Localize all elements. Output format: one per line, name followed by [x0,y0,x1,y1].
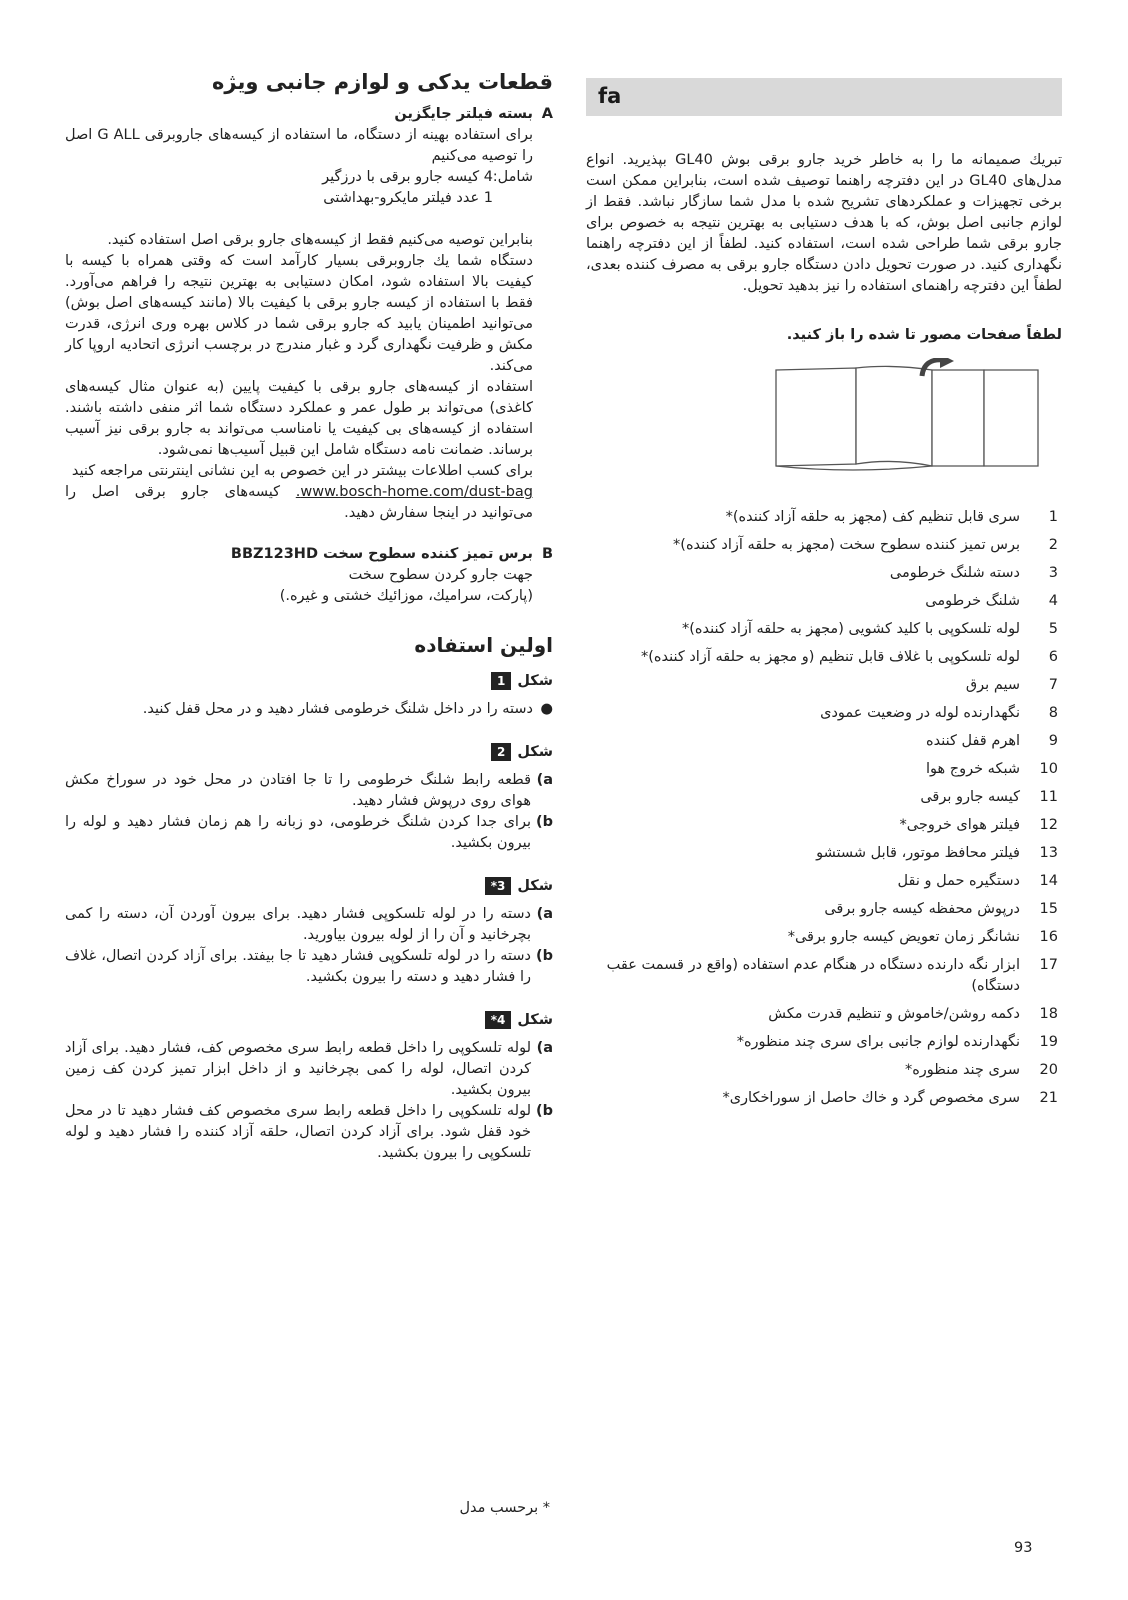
section-a-paragraph: برای كسب اطلاعات بيشتر در اين خصوص به اين نشانى اينترنتى مراجعه كنيد [71,463,533,479]
list-item: 10 شبكه خروج هوا [925,761,1058,777]
list-item: 4 شلنگ خرطومى [925,593,1058,609]
section-title-spare-parts: قطعات يدكى و لوازم جانبى ويژه [212,70,553,94]
figure-number-badge: 1 [491,672,511,690]
foldout-pages-icon [772,358,1042,473]
instruction-step: b) لوله تلسكوپى را داخل قطعه رابط سری مخصوص كف فشار دهيد تا در محل خود قفل شود. برای آزاد كردن اتصال، حلقه آزاد كننده را فشار دهيد و لوله تلسكوپى را بيرون بكشيد. [65,1103,553,1161]
section-b: Bبرس تميز كننده سطوح سخت BBZ123HD جهت جارو كردن سطوح سخت (پاركت، سراميك، موزائيك خشتى و غيره.) [230,546,553,604]
list-item: 6 لوله تلسكوپى با غلاف قابل تنظيم (و مجهز به حلقه آزاد كننده)* [640,649,1058,665]
model-footnote: * برحسب مدل [459,1500,550,1516]
section-a-title: بسته فيلتر جايگزين [394,106,533,122]
list-item: 21 سرى مخصوص گرد و خاك حاصل از سوراخكاری* [722,1090,1058,1106]
section-title-first-use: اولين استفاده [414,633,553,657]
figure-number-badge: 3* [485,877,512,895]
foldout-pages-illustration [586,358,1042,477]
contents-item: 4 كيسه جارو برقى با درزگير [322,169,493,185]
instruction-step: b) برای جدا كردن شلنگ خرطومى، دو زبانه را هم زمان فشار دهيد و لوله را بيرون بكشيد. [65,814,553,851]
list-item: 2 برس تميز كننده سطوح سخت (مجهز به حلقه آزاد كننده)* [673,537,1058,553]
list-item: 19 نگهدارنده لوازم جانبى برای سرى چند منظوره* [736,1034,1058,1050]
list-item: 13 فيلتر محافظ موتور، قابل شستشو [816,845,1058,861]
page-number: 93 [1014,1540,1033,1556]
section-letter: B [541,546,553,562]
list-item: 11 كيسه جارو برقى [920,789,1058,805]
section-a-paragraph: www.bosch-home.com/dust-bag. كيسه‌های جارو برقى اصل را مى‌توانيد در اينجا سفارش دهيد. [65,484,533,521]
section-a-paragraph: دستگاه شما يك جاروبرقى بسيار كارآمد است كه وقتى همراه با كيسه با كيفيت بالا استفاده شود، امكان دستيابى به بهترين نتيجه را فراهم مى‌آورد. فقط با استفاده از كيسه جارو برقى با كيفيت بالا (مانند كيسه‌های اصل بوش) مى‌توانيد اطمينان يابيد كه جارو برقى شما در كلاس بهره وری انرژی، قدرت مكش و ظرفيت نگهداری گرد و غبار مندرج در برچسب انرژی اتحاديه اروپا كار مى‌كند. [65,253,533,374]
figure-label: شكل 2 [65,742,553,762]
instruction-step: b) دسته را در لوله تلسكوپى فشار دهيد تا جا بيفتد. برای آزاد كردن اتصال، غلاف را فشار دهيد و دسته را بيرون بكشيد. [65,948,553,985]
dust-bag-link[interactable]: www.bosch-home.com/dust-bag. [295,484,533,500]
list-item: 20 سرى چند منظوره* [904,1062,1058,1078]
right-column [586,150,1062,1116]
contents-item: 1 عدد فيلتر مايكرو-بهداشتى [323,190,493,206]
figure-number-badge: 4* [485,1011,512,1029]
language-code: fa [598,84,622,108]
figure-number-badge: 2 [491,743,511,761]
language-header-bar [586,78,1062,116]
fold-out-note: لطفاً صفحات مصور تا شده را باز كنيد. [786,327,1062,343]
list-item: 9 اهرم قفل كننده [926,733,1058,749]
list-item: 7 سيم برق [965,677,1058,693]
list-item: 18 دكمه روشن/خاموش و تنظيم قدرت مكش [768,1006,1058,1022]
list-item: 5 لوله تلسكوپى با كليد كشويى (مجهز به حلقه آزاد كننده)* [681,621,1058,637]
instruction-step: a) لوله تلسكوپى را داخل قطعه رابط سری مخصوص كف، فشار دهيد. برای آزاد كردن اتصال، لوله را كمى بچرخانيد و از داخل ابزار تميز كردن كف زمين بيرون بكشيد. [65,1040,553,1098]
list-item: 14 دستگيره حمل و نقل [897,873,1058,889]
list-item: 12 فيلتر هوای خروجى* [899,817,1058,833]
list-item: 8 نگهدارنده لوله در وضعيت عمودى [820,705,1058,721]
section-a [65,104,553,524]
list-item: 17 ابزار نگه دارنده دستگاه در هنگام عدم استفاده (واقع در قسمت عقب دستگاه) [606,957,1058,994]
figure-label: شكل 3* [65,876,553,896]
section-a-paragraph: استفاده از كيسه‌های جارو برقى با كيفيت پايين (به عنوان مثال كيسه‌های كاغذی) مى‌تواند بر طول عمر و عملكرد دستگاه شما اثر منفى داشته باشند. استفاده از كيسه‌های بى كيفيت يا نامناسب مى‌تواند به جارو برقى نيز آسيب برساند. ضمانت نامه دستگاه شامل اين قبيل آسيب‌ها نمى‌شود. [65,379,533,458]
section-a-paragraph: بنابراين توصيه مى‌كنيم فقط از كيسه‌های جارو برقى اصل استفاده كنيد. [107,232,533,248]
intro-paragraph: تبريك صميمانه ما را به خاطر خريد جارو برقى بوش GL40 بپذيريد. انواع مدل‌های GL40 در اين دفترچه راهنما توصيف شده است، بنابراين ممكن است برخى تجهيزات و عملكردهای تشريح شده با مدل شما سازگار نباشد. فقط از لوازم جانبى اصل بوش، كه با هدف دستيابى به بهترين نتيجه به خصوص برای جارو برقى شما طراحى شده است، استفاده كنيد. لطفاً از اين دفترچه راهنما نگهداری كنيد. در صورت تحويل دادن دستگاه جارو برقى به مصرف كننده بعدی، لطفاً اين دفترچه راهنمای استفاده را نيز بدهيد تحويل. [586,152,1062,294]
list-item: 3 دسته شلنگ خرطومى [889,565,1058,581]
instruction-step: a) قطعه رابط شلنگ خرطومى را تا جا افتادن در محل خود در سوراخ مكش هوای روی درپوش فشار دهيد. [65,772,553,809]
section-b-title: برس تميز كننده سطوح سخت BBZ123HD [230,546,533,562]
figure-label: شكل 1 [65,671,553,691]
list-item: 1 سرى قابل تنظيم كف (مجهز به حلقه آزاد كننده)* [725,509,1058,525]
instruction-step: a) دسته را در لوله تلسكوپى فشار دهيد. برای بيرون آوردن آن، دسته را كمى بچرخانيد و آن را از لوله بيرون بياوريد. [65,906,553,943]
left-column [65,70,553,1164]
section-a-paragraph: برای استفاده بهينه از دستگاه، ما استفاده از كيسه‌های جاروبرقى G ALL اصل را توصيه مى‌كنيم [65,127,534,164]
section-letter: A [541,106,553,122]
instruction-bullet: ● دسته را در داخل شلنگ خرطومى فشار دهيد و در محل قفل كنيد. [142,701,553,717]
parts-list [586,507,1062,1109]
list-item: 15 درپوش محفظه كيسه جارو برقى [824,901,1058,917]
figure-label: شكل 4* [65,1010,553,1030]
list-item: 16 نشانگر زمان تعويض كيسه جارو برقى* [787,929,1058,945]
contents-list: شامل: 4 كيسه جارو برقى با درزگير 1 عدد فيلتر مايكرو-بهداشتى [65,167,533,209]
